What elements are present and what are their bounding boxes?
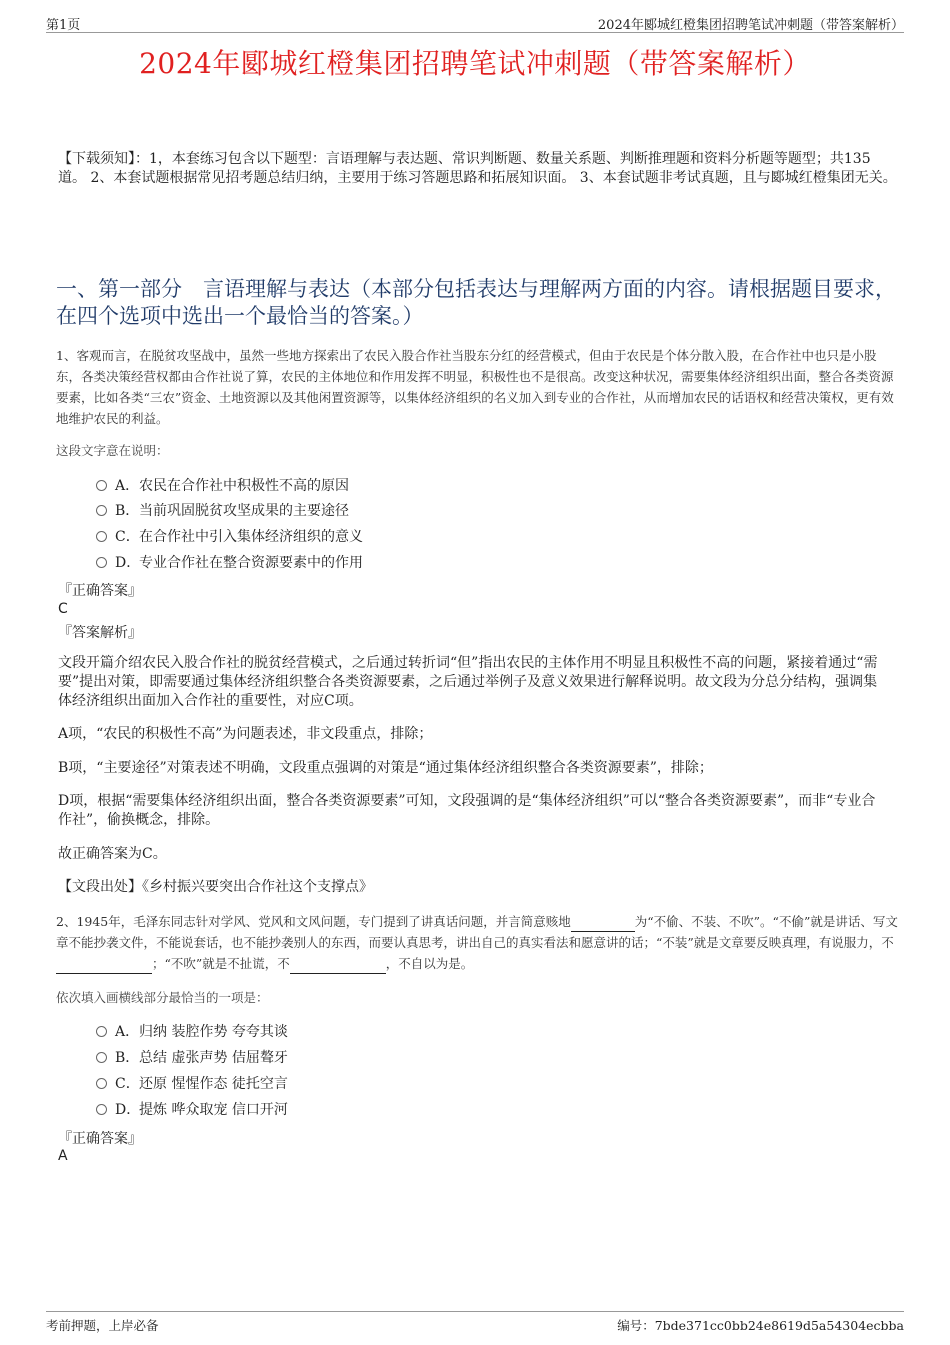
download-notice: 【下载须知】：1，本套练习包含以下题型：言语理解与表达题、常识判断题、数量关系题、判断推理题和资料分析题等题型；共135道。 2、本套试题根据常见招考题总结归纳，主要用于练习答题思路和拓展知识面。 3、本套试题非考试真题，且与郾城红橙集团无关。 [58, 151, 897, 186]
radio-icon[interactable] [96, 1026, 107, 1037]
radio-icon[interactable] [96, 505, 107, 516]
question-1-answer-label: 『正确答案』 [58, 583, 142, 599]
section-heading: 一、第一部分 言语理解与表达（本部分包括表达与理解两方面的内容。请根据题目要求，在四个选项中选出一个最恰当的答案。） [56, 277, 896, 328]
radio-icon[interactable] [96, 1078, 107, 1089]
radio-icon[interactable] [96, 531, 107, 542]
analysis-paragraph: 故正确答案为C。 [58, 846, 167, 862]
source-citation: 【文段出处】《乡村振兴要突出合作社这个支撑点》 [58, 879, 373, 895]
radio-icon[interactable] [96, 557, 107, 568]
analysis-paragraph: A项，“农民的积极性不高”为问题表述，非文段重点，排除； [58, 726, 433, 742]
question-1-option-a[interactable]: A．农民在合作社中积极性不高的原因 [96, 476, 349, 496]
fill-blank-3[interactable] [290, 959, 386, 974]
question-1-answer: C [58, 601, 68, 617]
question-2-option-d[interactable]: D．提炼 哗众取宠 信口开河 [96, 1100, 288, 1120]
question-1-option-d[interactable]: D．专业合作社在整合资源要素中的作用 [96, 553, 363, 573]
analysis-paragraph: 文段开篇介绍农民入股合作社的脱贫经营模式，之后通过转折词“但”指出农民的主体作用不明显且积极性不高的问题，紧接着通过“需要”提出对策，即需要通过集体经济组织整合各类资源要素，之后通过举例子及意义效果进行解释说明。故文段为分总分结构，强调集体经济组织出面加入合作社的重要性，对应C项。 [58, 655, 878, 709]
analysis-paragraph: B项，“主要途径”对策表述不明确，文段重点强调的对策是“通过集体经济组织整合各类资源要素”，排除； [58, 760, 713, 776]
question-2-option-a[interactable]: A．归纳 装腔作势 夸夸其谈 [96, 1022, 288, 1042]
question-1-option-b[interactable]: B．当前巩固脱贫攻坚成果的主要途径 [96, 501, 349, 521]
radio-icon[interactable] [96, 1104, 107, 1115]
question-1-option-c[interactable]: C．在合作社中引入集体经济组织的意义 [96, 527, 363, 547]
radio-icon[interactable] [96, 1052, 107, 1063]
footer-serial: 编号：7bde371cc0bb24e8619d5a54304ecbba [617, 1318, 904, 1333]
question-2-answer-label: 『正确答案』 [58, 1131, 142, 1147]
question-1-prompt: 这段文字意在说明： [56, 443, 169, 458]
question-2-answer: A [58, 1148, 68, 1164]
page-number: 第1页 [46, 18, 81, 33]
header-doc-title: 2024年郾城红橙集团招聘笔试冲刺题（带答案解析） [597, 18, 904, 33]
fill-blank-2[interactable] [56, 959, 152, 974]
question-1-text: 1、客观而言，在脱贫攻坚战中，虽然一些地方探索出了农民入股合作社当股东分红的经营模式，但由于农民是个体分散入股，在合作社中也只是小股东，各类决策经营权都由合作社说了算，农民的主体地位和作用发挥不明显，积极性也不是很高。改变这种状况，需要集体经济组织出面，整合各类资源要素，比如各类“三农”资金、土地资源以及其他闲置资源等，以集体经济组织的名义加入到专业的合作社，从而增加农民的话语权和经营决策权，更有效地维护农民的利益。 [56, 348, 894, 426]
question-1-analysis-label: 『答案解析』 [58, 625, 142, 641]
fill-blank-1[interactable] [571, 917, 635, 932]
page-footer [46, 1311, 904, 1333]
question-2-text: 2、1945年，毛泽东同志针对学风、党风和文风问题，专门提到了讲真话问题，并言简意赅地 为“不偷、不装、不吹”。“不偷”就是讲话、写文章不能抄袭文件，不能说套话，也不能抄袭别人的东西，而要认真思考，讲出自己的真实看法和愿意讲的话；“不装”就是文章要反映真理，有说服力，不；“不吹”就是不扯谎，不 ，不自以为是。 [56, 911, 900, 974]
footer-slogan: 考前押题，上岸必备 [46, 1318, 159, 1333]
question-2-prompt: 依次填入画横线部分最恰当的一项是： [56, 990, 269, 1005]
question-2-option-c[interactable]: C．还原 惺惺作态 徒托空言 [96, 1074, 288, 1094]
question-2-option-b[interactable]: B．总结 虚张声势 佶屈聱牙 [96, 1048, 288, 1068]
page-header [46, 14, 904, 33]
radio-icon[interactable] [96, 480, 107, 491]
analysis-paragraph: D项，根据“需要集体经济组织出面，整合各类资源要素”可知，文段强调的是“集体经济组织”可以“整合各类资源要素”，而非“专业合作社”，偷换概念，排除。 [58, 793, 876, 828]
document-title: 2024年郾城红橙集团招聘笔试冲刺题（带答案解析） [139, 47, 811, 80]
